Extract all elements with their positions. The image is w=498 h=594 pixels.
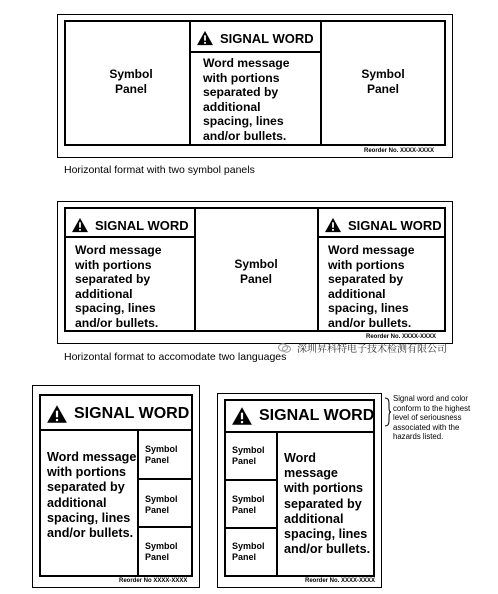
signal-word: SIGNAL WORD [348, 217, 442, 233]
symbol-panel-label: Symbol Panel [361, 67, 405, 96]
diagram4-panel-divider-1 [224, 479, 278, 481]
diagram4-signal-word-header [231, 404, 374, 428]
diagram4-word-message: Word message with portions separated by additional spacing, lines and/or bullets. [284, 451, 371, 557]
chat-icon [278, 343, 291, 353]
diagram1-caption: Horizontal format with two symbol panels [64, 164, 255, 176]
diagram3-signal-word-header [46, 402, 189, 426]
warning-triangle-icon [71, 217, 89, 233]
diagram3-panel-divider-2 [137, 526, 193, 528]
diagram4-header-divider [224, 431, 375, 433]
symbol-panel-label: Symbol Panel [232, 494, 265, 515]
warning-triangle-icon [231, 406, 253, 426]
diagram1-left-symbol-panel [96, 65, 166, 99]
diagram2-reorder-number: Reorder No. XXXX-XXXX [366, 334, 437, 340]
diagram2-right-word-message: Word message with portions separated by additional spacing, lines and/or bullets. [328, 243, 415, 330]
signal-word: SIGNAL WORD [95, 217, 189, 233]
diagram3-vertical-divider [137, 429, 139, 577]
diagram3-header-divider [39, 429, 193, 431]
diagram3-word-message: Word message with portions separated by additional spacing, lines and/or bullets. [47, 450, 137, 541]
warning-triangle-icon [46, 404, 68, 424]
diagram4-symbol-panel-1 [232, 445, 272, 467]
diagram3-reorder-number: Reorder No XXXX-XXXX [119, 578, 188, 584]
symbol-panel-label: Symbol Panel [109, 67, 153, 96]
diagram2-divider-right [317, 207, 319, 332]
diagram2-header-divider-left [64, 236, 196, 238]
diagram1-right-symbol-panel [348, 65, 418, 99]
diagram4-vertical-divider [276, 431, 278, 577]
symbol-panel-label: Symbol Panel [145, 541, 178, 562]
symbol-panel-label: Symbol Panel [145, 494, 178, 515]
diagram2-right-signal-word-header [324, 216, 442, 234]
diagram1-word-message: Word message with portions separated by additional spacing, lines and/or bullets. [203, 56, 290, 143]
diagram1-divider-left [189, 20, 191, 146]
symbol-panel-label: Symbol Panel [145, 444, 178, 465]
symbol-panel-label: Symbol Panel [234, 257, 278, 286]
diagram1-divider-right [320, 20, 322, 146]
diagram2-center-symbol-panel [221, 255, 291, 289]
diagram4-panel-divider-2 [224, 527, 278, 529]
diagram2-divider-left [194, 207, 196, 332]
diagram1-signal-word-header [196, 28, 314, 48]
diagram4-symbol-panel-2 [232, 494, 272, 516]
symbol-panel-label: Symbol Panel [232, 541, 265, 562]
diagram1-reorder-number: Reorder No. XXXX-XXXX [364, 148, 435, 154]
diagram2-left-signal-word-header [71, 216, 189, 234]
diagram2-caption: Horizontal format to accomodate two languages [64, 351, 287, 363]
signal-word: SIGNAL WORD [220, 30, 314, 46]
diagram4-symbol-panel-3 [232, 541, 272, 563]
right-brace [384, 397, 392, 427]
diagram1-header-divider [189, 51, 322, 53]
symbol-panel-label: Symbol Panel [232, 445, 265, 466]
warning-triangle-icon [324, 217, 342, 233]
signal-word: SIGNAL WORD [259, 407, 375, 424]
diagram4-reorder-number: Reorder No. XXXX-XXXX [305, 578, 376, 584]
watermark-text: 深圳昇科特电子技术检测有限公司 [297, 344, 447, 355]
diagram3-panel-divider-1 [137, 478, 193, 480]
signal-word: SIGNAL WORD [74, 405, 190, 422]
diagram3-symbol-panel-1 [145, 444, 189, 466]
watermark [278, 340, 447, 355]
diagram2-header-divider-right [317, 236, 446, 238]
warning-triangle-icon [196, 30, 214, 46]
diagram3-symbol-panel-2 [145, 494, 189, 516]
side-note: Signal word and color conform to the highest level of seriousness associated with the hazards listed. [393, 394, 471, 441]
diagram3-symbol-panel-3 [145, 541, 189, 563]
diagram2-left-word-message: Word message with portions separated by additional spacing, lines and/or bullets. [75, 243, 162, 330]
